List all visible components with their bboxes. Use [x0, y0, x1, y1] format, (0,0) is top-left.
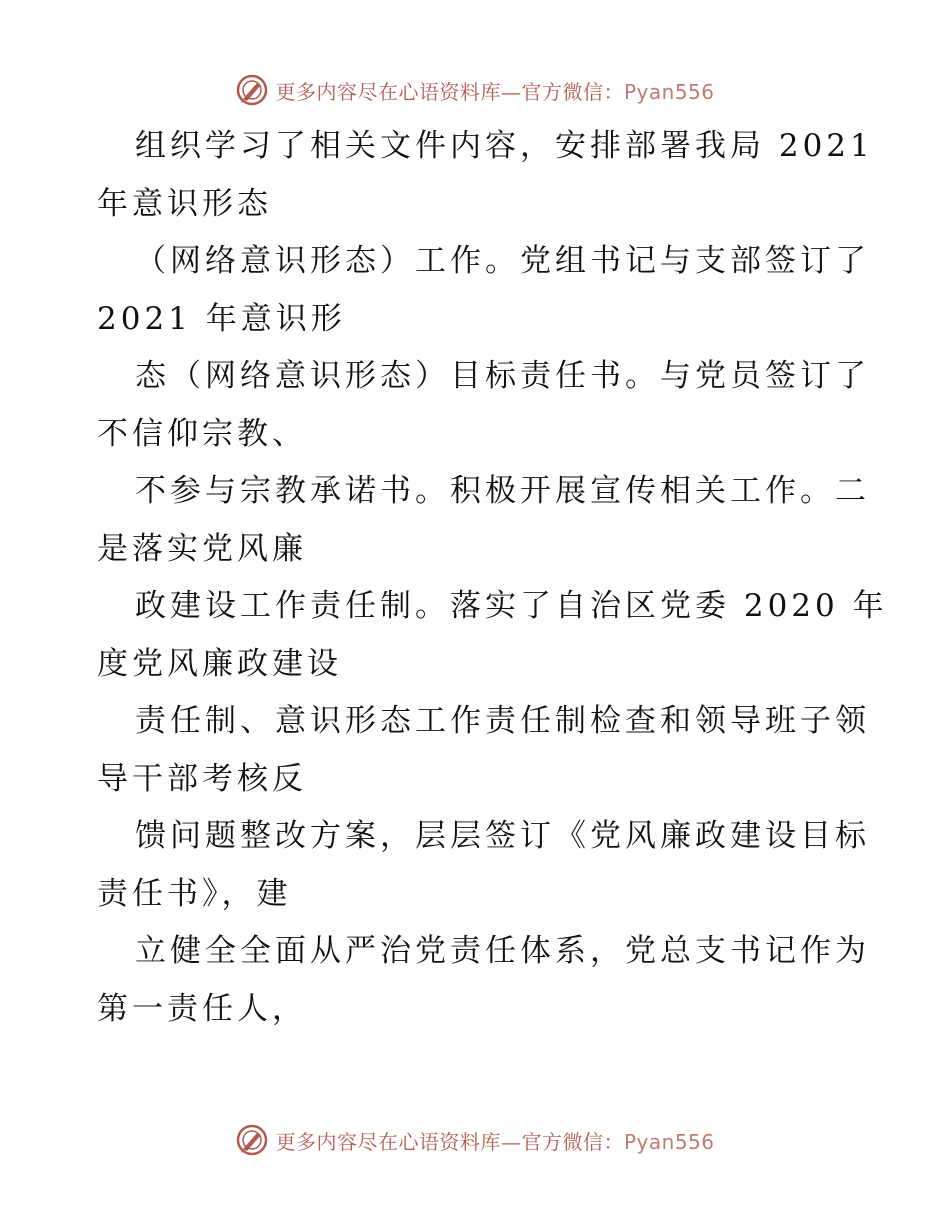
- text-line: 馈问题整改方案，层层签订《党风廉政建设目标: [135, 818, 870, 854]
- watermark-separator: —: [500, 79, 522, 104]
- watermark-text: [275, 1126, 714, 1155]
- text-line: 是落实党风廉: [97, 530, 307, 567]
- watermark-contact-text: 官方微信：: [521, 79, 624, 104]
- document-body: [97, 118, 888, 1038]
- watermark-handle: Pyan556: [623, 79, 715, 104]
- watermark-contact-text: 官方微信：: [521, 1129, 624, 1154]
- text-line: 立健全全面从严治党责任体系，党总支书记作为: [135, 933, 870, 969]
- text-line: 政建设工作责任制。落实了自治区党委 2020 年: [135, 588, 888, 624]
- watermark-text: [275, 76, 714, 105]
- text-line: 第一责任人，: [97, 990, 307, 1027]
- text-line: 责任制、意识形态工作责任制检查和领导班子领: [135, 703, 870, 739]
- watermark-handle: Pyan556: [623, 1129, 715, 1154]
- text-line: 度党风廉政建设: [97, 645, 342, 682]
- text-line: 导干部考核反: [97, 760, 307, 797]
- text-line: 态（网络意识形态）目标责任书。与党员签订了: [135, 358, 870, 394]
- header-watermark: [0, 70, 950, 110]
- footer-watermark: [0, 1120, 950, 1160]
- pen-logo-icon: [235, 73, 269, 107]
- text-line: 不信仰宗教、: [97, 415, 307, 452]
- text-line: 责任书》，建: [97, 875, 292, 912]
- watermark-separator: —: [500, 1129, 522, 1154]
- text-line: 年意识形态: [97, 185, 272, 222]
- text-line: 组织学习了相关文件内容，安排部署我局 2021: [135, 128, 874, 164]
- text-line: 不参与宗教承诺书。积极开展宣传相关工作。二: [135, 473, 870, 509]
- watermark-site-text: 更多内容尽在心语资料库: [275, 79, 501, 104]
- text-line: 2021 年意识形: [97, 300, 346, 337]
- pen-logo-icon: [235, 1123, 269, 1157]
- text-line: （网络意识形态）工作。党组书记与支部签订了: [135, 243, 870, 279]
- watermark-site-text: 更多内容尽在心语资料库: [275, 1129, 501, 1154]
